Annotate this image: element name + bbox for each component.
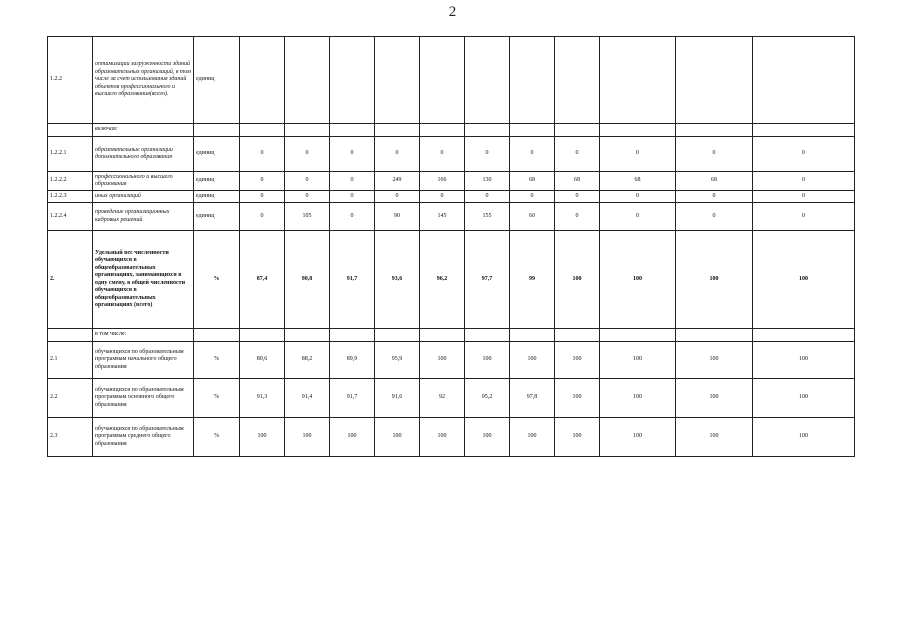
value-cell xyxy=(753,329,855,342)
row-number: 2.3 xyxy=(48,418,93,457)
value-cell: 100 xyxy=(510,418,555,457)
value-cell: 0 xyxy=(753,137,855,172)
value-cell xyxy=(330,329,375,342)
value-cell xyxy=(375,329,420,342)
value-cell: 0 xyxy=(420,137,465,172)
value-cell: 0 xyxy=(240,191,285,203)
value-cell xyxy=(330,124,375,137)
indicator-name: обучающихся по образовательным программам основного общего образования xyxy=(93,379,194,418)
unit-cell: единиц xyxy=(194,137,240,172)
value-cell: 100 xyxy=(285,418,330,457)
value-cell: 100 xyxy=(240,418,285,457)
indicator-name: в том числе: xyxy=(93,329,194,342)
value-cell: 100 xyxy=(465,342,510,379)
value-cell xyxy=(285,37,330,124)
row-number xyxy=(48,329,93,342)
value-cell: 91,7 xyxy=(330,231,375,329)
value-cell: 88,2 xyxy=(285,342,330,379)
value-cell: 155 xyxy=(465,203,510,231)
value-cell xyxy=(465,124,510,137)
value-cell xyxy=(676,329,753,342)
table-row xyxy=(48,342,855,379)
value-cell: 68 xyxy=(676,172,753,191)
value-cell: 100 xyxy=(600,342,676,379)
value-cell: 0 xyxy=(375,191,420,203)
value-cell xyxy=(753,37,855,124)
value-cell xyxy=(600,37,676,124)
value-cell: 0 xyxy=(375,137,420,172)
value-cell: 166 xyxy=(420,172,465,191)
unit-cell: единиц xyxy=(194,37,240,124)
value-cell: 100 xyxy=(753,231,855,329)
value-cell: 0 xyxy=(240,137,285,172)
unit-cell: единиц xyxy=(194,191,240,203)
value-cell: 100 xyxy=(555,379,600,418)
value-cell: 0 xyxy=(676,137,753,172)
value-cell: 0 xyxy=(555,203,600,231)
value-cell: 100 xyxy=(555,418,600,457)
table-row xyxy=(48,172,855,191)
value-cell: 100 xyxy=(330,418,375,457)
value-cell: 0 xyxy=(676,203,753,231)
indicator-name: обучающихся по образовательным программам среднего общего образования xyxy=(93,418,194,457)
row-number xyxy=(48,124,93,137)
value-cell: 93,6 xyxy=(375,231,420,329)
value-cell: 0 xyxy=(330,203,375,231)
value-cell: 68 xyxy=(510,172,555,191)
value-cell: 0 xyxy=(240,172,285,191)
value-cell: 87,4 xyxy=(240,231,285,329)
value-cell: 90 xyxy=(375,203,420,231)
value-cell: 249 xyxy=(375,172,420,191)
value-cell: 0 xyxy=(285,172,330,191)
value-cell xyxy=(555,329,600,342)
value-cell: 92 xyxy=(420,379,465,418)
value-cell xyxy=(510,37,555,124)
row-number: 2.1 xyxy=(48,342,93,379)
value-cell: 100 xyxy=(753,418,855,457)
value-cell: 130 xyxy=(465,172,510,191)
value-cell: 0 xyxy=(330,172,375,191)
value-cell xyxy=(285,329,330,342)
value-cell: 0 xyxy=(600,203,676,231)
value-cell: 100 xyxy=(676,418,753,457)
value-cell: 100 xyxy=(753,342,855,379)
value-cell: 100 xyxy=(676,342,753,379)
value-cell: 100 xyxy=(375,418,420,457)
value-cell: 97,7 xyxy=(465,231,510,329)
value-cell: 100 xyxy=(555,342,600,379)
value-cell: 0 xyxy=(285,191,330,203)
value-cell xyxy=(555,124,600,137)
value-cell xyxy=(600,329,676,342)
value-cell: 0 xyxy=(420,191,465,203)
page-number: 2 xyxy=(448,4,457,20)
value-cell: 89,9 xyxy=(330,342,375,379)
value-cell: 100 xyxy=(510,342,555,379)
value-cell: 68 xyxy=(555,172,600,191)
value-cell: 100 xyxy=(600,231,676,329)
indicator-name: профессионального и высшего образования xyxy=(93,172,194,191)
value-cell: 80,6 xyxy=(240,342,285,379)
table-row xyxy=(48,231,855,329)
table-row xyxy=(48,37,855,124)
unit-cell xyxy=(194,124,240,137)
table-row xyxy=(48,418,855,457)
indicator-name: оптимизации загруженности зданий образовательных организаций, в том числе за счет использования зданий объектов профессионального и высшего образования(всего). xyxy=(93,37,194,124)
value-cell xyxy=(676,37,753,124)
value-cell xyxy=(465,329,510,342)
value-cell: 91,7 xyxy=(330,379,375,418)
row-number: 1.2.2.2 xyxy=(48,172,93,191)
value-cell: 100 xyxy=(465,418,510,457)
value-cell: 100 xyxy=(555,231,600,329)
value-cell xyxy=(753,124,855,137)
value-cell: 100 xyxy=(753,379,855,418)
row-number: 2.2 xyxy=(48,379,93,418)
unit-cell: единиц xyxy=(194,203,240,231)
value-cell xyxy=(465,37,510,124)
indicator-name: проведение организационных кадровых решений xyxy=(93,203,194,231)
value-cell: 100 xyxy=(600,418,676,457)
unit-cell: % xyxy=(194,379,240,418)
indicator-name: включая: xyxy=(93,124,194,137)
value-cell: 95,2 xyxy=(465,379,510,418)
table-row xyxy=(48,124,855,137)
value-cell xyxy=(600,124,676,137)
row-number: 1.2.2 xyxy=(48,37,93,124)
table-row xyxy=(48,191,855,203)
value-cell: 0 xyxy=(465,137,510,172)
value-cell xyxy=(240,329,285,342)
value-cell xyxy=(676,124,753,137)
value-cell: 0 xyxy=(510,137,555,172)
table-row xyxy=(48,203,855,231)
value-cell xyxy=(330,37,375,124)
value-cell: 0 xyxy=(753,203,855,231)
value-cell: 96,2 xyxy=(420,231,465,329)
value-cell: 68 xyxy=(600,172,676,191)
value-cell: 91,3 xyxy=(240,379,285,418)
unit-cell: % xyxy=(194,231,240,329)
value-cell xyxy=(285,124,330,137)
row-number: 1.2.2.4 xyxy=(48,203,93,231)
value-cell: 0 xyxy=(600,191,676,203)
value-cell: 0 xyxy=(285,137,330,172)
value-cell: 0 xyxy=(240,203,285,231)
value-cell xyxy=(555,37,600,124)
unit-cell: % xyxy=(194,418,240,457)
value-cell: 91,6 xyxy=(375,379,420,418)
value-cell xyxy=(420,329,465,342)
value-cell: 100 xyxy=(420,418,465,457)
row-number: 2. xyxy=(48,231,93,329)
unit-cell: единиц xyxy=(194,172,240,191)
value-cell xyxy=(510,124,555,137)
value-cell: 0 xyxy=(330,191,375,203)
value-cell: 100 xyxy=(600,379,676,418)
value-cell xyxy=(375,124,420,137)
table-row xyxy=(48,329,855,342)
unit-cell xyxy=(194,329,240,342)
unit-cell: % xyxy=(194,342,240,379)
value-cell: 90,8 xyxy=(285,231,330,329)
value-cell: 100 xyxy=(676,231,753,329)
indicator-name: иных организаций xyxy=(93,191,194,203)
value-cell: 0 xyxy=(465,191,510,203)
value-cell: 0 xyxy=(753,191,855,203)
row-number: 1.2.2.3 xyxy=(48,191,93,203)
value-cell: 95,9 xyxy=(375,342,420,379)
table-row xyxy=(48,379,855,418)
indicator-name: образовательные организации дополнительного образования xyxy=(93,137,194,172)
value-cell: 100 xyxy=(676,379,753,418)
value-cell: 0 xyxy=(555,137,600,172)
value-cell: 0 xyxy=(600,137,676,172)
value-cell: 0 xyxy=(676,191,753,203)
value-cell: 0 xyxy=(330,137,375,172)
value-cell: 0 xyxy=(510,191,555,203)
value-cell: 60 xyxy=(510,203,555,231)
value-cell: 0 xyxy=(555,191,600,203)
value-cell xyxy=(375,37,420,124)
value-cell: 99 xyxy=(510,231,555,329)
row-number: 1.2.2.1 xyxy=(48,137,93,172)
value-cell: 105 xyxy=(285,203,330,231)
value-cell xyxy=(240,124,285,137)
value-cell xyxy=(240,37,285,124)
value-cell xyxy=(420,124,465,137)
value-cell: 91,4 xyxy=(285,379,330,418)
value-cell: 145 xyxy=(420,203,465,231)
value-cell: 100 xyxy=(420,342,465,379)
value-cell xyxy=(420,37,465,124)
value-cell: 97,8 xyxy=(510,379,555,418)
indicator-name: обучающихся по образовательным программам начального общего образования xyxy=(93,342,194,379)
indicators-table xyxy=(47,36,855,457)
indicator-name: Удельный вес численности обучающихся в общеобразовательных организациях, занимающихся в одну смену, в общей численности обучающихся в общеобразовательных организациях (всего) xyxy=(93,231,194,329)
table-row xyxy=(48,137,855,172)
value-cell xyxy=(510,329,555,342)
value-cell: 0 xyxy=(753,172,855,191)
